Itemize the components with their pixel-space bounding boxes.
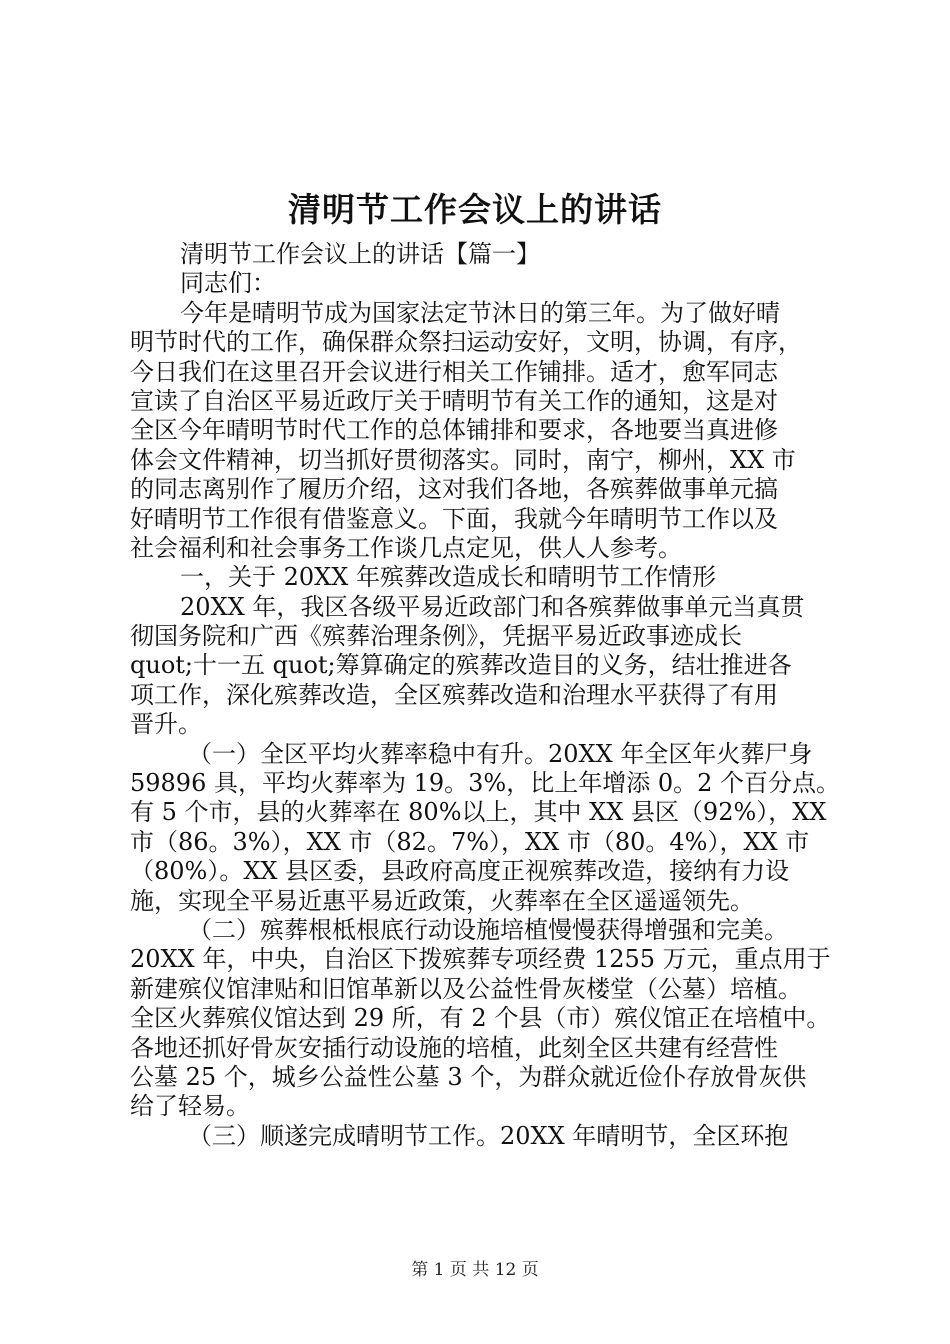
document-line: （二）殡葬根柢根底行动设施培植慢慢获得增强和完美。 — [188, 915, 788, 944]
document-line: 项工作，深化殡葬改造，全区殡葬改造和治理水平获得了有用 — [130, 680, 778, 709]
document-line: 市（86。3%），XX 市（82。7%），XX 市（80。4%），XX 市 — [130, 827, 810, 856]
document-line: 体会文件精神，切当抓好贯彻落实。同时，南宁，柳州，XX 市 — [130, 445, 796, 474]
document-line: 晋升。 — [130, 710, 202, 739]
document-title: 清明节工作会议上的讲话 — [288, 190, 662, 229]
document-line: 新建殡仪馆津贴和旧馆革新以及公益性骨灰楼堂（公墓）培植。 — [130, 974, 802, 1003]
document-line: 清明节工作会议上的讲话【篇一】 — [180, 240, 540, 268]
document-line: 宣读了自治区平易近政厅关于晴明节有关工作的通知，这是对 — [130, 386, 778, 415]
document-body — [130, 240, 850, 1151]
document-line: 59896 具，平均火葬率为 19。3%，比上年增添 0。2 个百分点。 — [130, 769, 841, 798]
document-line: 全区火葬殡仪馆达到 29 所，有 2 个县（市）殡仪馆正在培植中。 — [130, 1004, 831, 1033]
document-line: 公墓 25 个，城乡公益性公墓 3 个，为群众就近俭仆存放骨灰供 — [130, 1062, 807, 1091]
page-indicator: 第 1 页 共 12 页 — [411, 1260, 539, 1280]
document-line: 一，关于 20XX 年殡葬改造成长和晴明节工作情形 — [180, 563, 716, 592]
document-line: 给了轻易。 — [130, 1092, 250, 1121]
document-line: 社会福利和社会事务工作谈几点定见，供人人参考。 — [130, 533, 682, 562]
document-line: quot;十一五 quot;筹算确定的殡葬改造目的义务，结壮推进各 — [130, 651, 792, 680]
document-line: 的同志离别作了履历介绍，这对我们各地，各殡葬做事单元搞 — [130, 475, 778, 504]
document-line: 施，实现全平易近惠平易近政策，火葬率在全区遥遥领先。 — [130, 886, 754, 915]
document-line: 今年是晴明节成为国家法定节沐日的第三年。为了做好晴 — [180, 298, 780, 327]
document-line: 同志们： — [180, 269, 276, 298]
document-line: （三）顺遂完成晴明节工作。20XX 年晴明节，全区环抱 — [188, 1121, 789, 1150]
document-line: （一）全区平均火葬率稳中有升。20XX 年全区年火葬尸身 — [188, 739, 813, 768]
document-line: 各地还抓好骨灰安插行动设施的培植，此刻全区共建有经营性 — [130, 1033, 778, 1062]
document-line: 明节时代的工作，确保群众祭扫运动安好，文明，协调，有序， — [130, 328, 802, 357]
document-line: 有 5 个市，县的火葬率在 80%以上，其中 XX 县区（92%），XX — [130, 798, 827, 827]
document-line: （80%）。XX 县区委，县政府高度正视殡葬改造，接纳有力设 — [130, 857, 790, 886]
document-line: 彻国务院和广西《殡葬治理条例》，凭据平易近政事迹成长 — [130, 622, 742, 651]
document-line: 好晴明节工作很有借鉴意义。下面，我就今年晴明节工作以及 — [130, 504, 778, 533]
document-line: 20XX 年，我区各级平易近政部门和各殡葬做事单元当真贯 — [180, 592, 805, 621]
document-line: 今日我们在这里召开会议进行相关工作铺排。适才，愈军同志 — [130, 357, 778, 386]
document-line: 全区今年晴明节时代工作的总体铺排和要求，各地要当真进修 — [130, 416, 778, 445]
document-line: 20XX 年，中央，自治区下拨殡葬专项经费 1255 万元，重点用于 — [130, 945, 831, 974]
